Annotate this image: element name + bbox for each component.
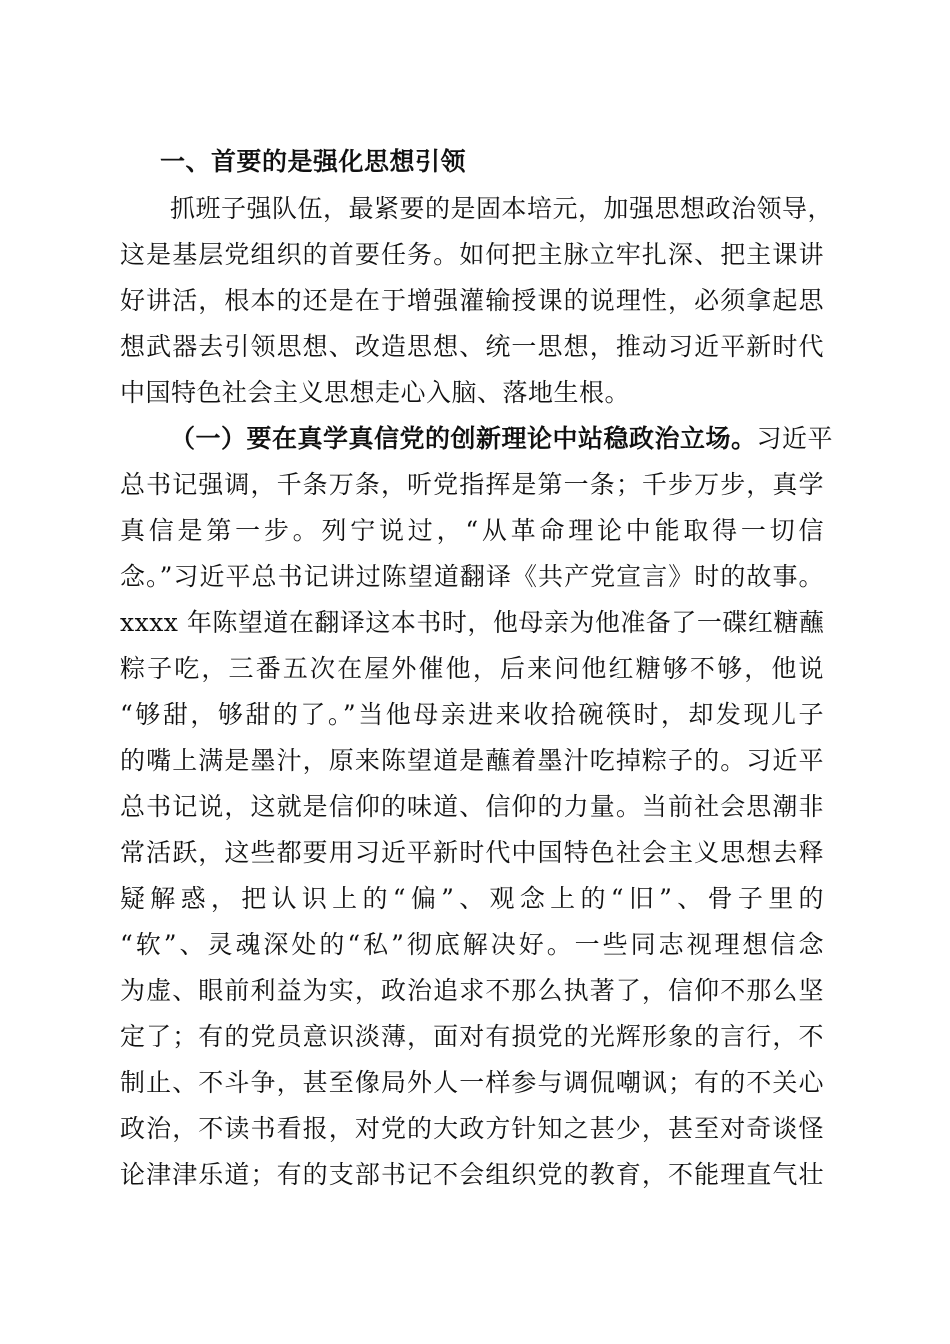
paragraph-line: 总书记强调，千条万条，听党指挥是第一条；千步万步，真学 — [120, 470, 824, 499]
paragraph-line: 疑解惑，把认识上的“偏”、观念上的“旧”、骨子里的 — [120, 884, 824, 913]
subsection-title: （一）要在真学真信党的创新理论中站稳政治立场。 — [170, 424, 757, 453]
paragraph-line: 好讲活，根本的还是在于增强灌输授课的说理性，必须拿起思 — [120, 286, 824, 315]
subsection-lead-line — [170, 419, 834, 459]
paragraph-line: “够甜，够甜的了。”当他母亲进来收拾碗筷时，却发现儿子 — [120, 700, 824, 729]
paragraph-line: 为虚、眼前利益为实，政治追求不那么执著了，信仰不那么坚 — [120, 976, 824, 1005]
paragraph-line: 定了；有的党员意识淡薄，面对有损党的光辉形象的言行，不 — [120, 1022, 824, 1051]
paragraph-line: xxxx 年陈望道在翻译这本书时，他母亲为他准备了一碟红糖蘸 — [120, 608, 825, 637]
paragraph-line: 制止、不斗争，甚至像局外人一样参与调侃嘲讽；有的不关心 — [120, 1068, 824, 1097]
paragraph-line: 政治，不读书看报，对党的大政方针知之甚少，甚至对奇谈怪 — [120, 1114, 824, 1143]
paragraph-line: 常活跃，这些都要用习近平新时代中国特色社会主义思想去释 — [120, 838, 824, 867]
paragraph-line: 想武器去引领思想、改造思想、统一思想，推动习近平新时代 — [120, 332, 824, 361]
paragraph-line: 抓班子强队伍，最紧要的是固本培元，加强思想政治领导， — [170, 194, 834, 223]
paragraph-line: 真信是第一步。列宁说过，“从革命理论中能取得一切信 — [120, 516, 824, 545]
paragraph-line: 总书记说，这就是信仰的味道、信仰的力量。当前社会思潮非 — [120, 792, 824, 821]
paragraph-line: 中国特色社会主义思想走心入脑、落地生根。 — [120, 378, 631, 407]
subsection-lead-text: 习近平 — [756, 424, 834, 453]
paragraph-line: 这是基层党组织的首要任务。如何把主脉立牢扎深、把主课讲 — [120, 240, 824, 269]
paragraph-line: 念。”习近平总书记讲过陈望道翻译《共产党宣言》时的故事。 — [120, 562, 824, 591]
paragraph-line: 粽子吃，三番五次在屋外催他，后来问他红糖够不够，他说 — [120, 654, 824, 683]
paragraph-line: 的嘴上满是墨汁，原来陈望道是蘸着墨汁吃掉粽子的。习近平 — [120, 746, 824, 775]
paragraph-line: “软”、灵魂深处的“私”彻底解决好。一些同志视理想信念 — [120, 930, 824, 959]
section-heading: 一、首要的是强化思想引领 — [160, 147, 467, 176]
paragraph-line: 论津津乐道；有的支部书记不会组织党的教育，不能理直气壮 — [120, 1160, 824, 1189]
